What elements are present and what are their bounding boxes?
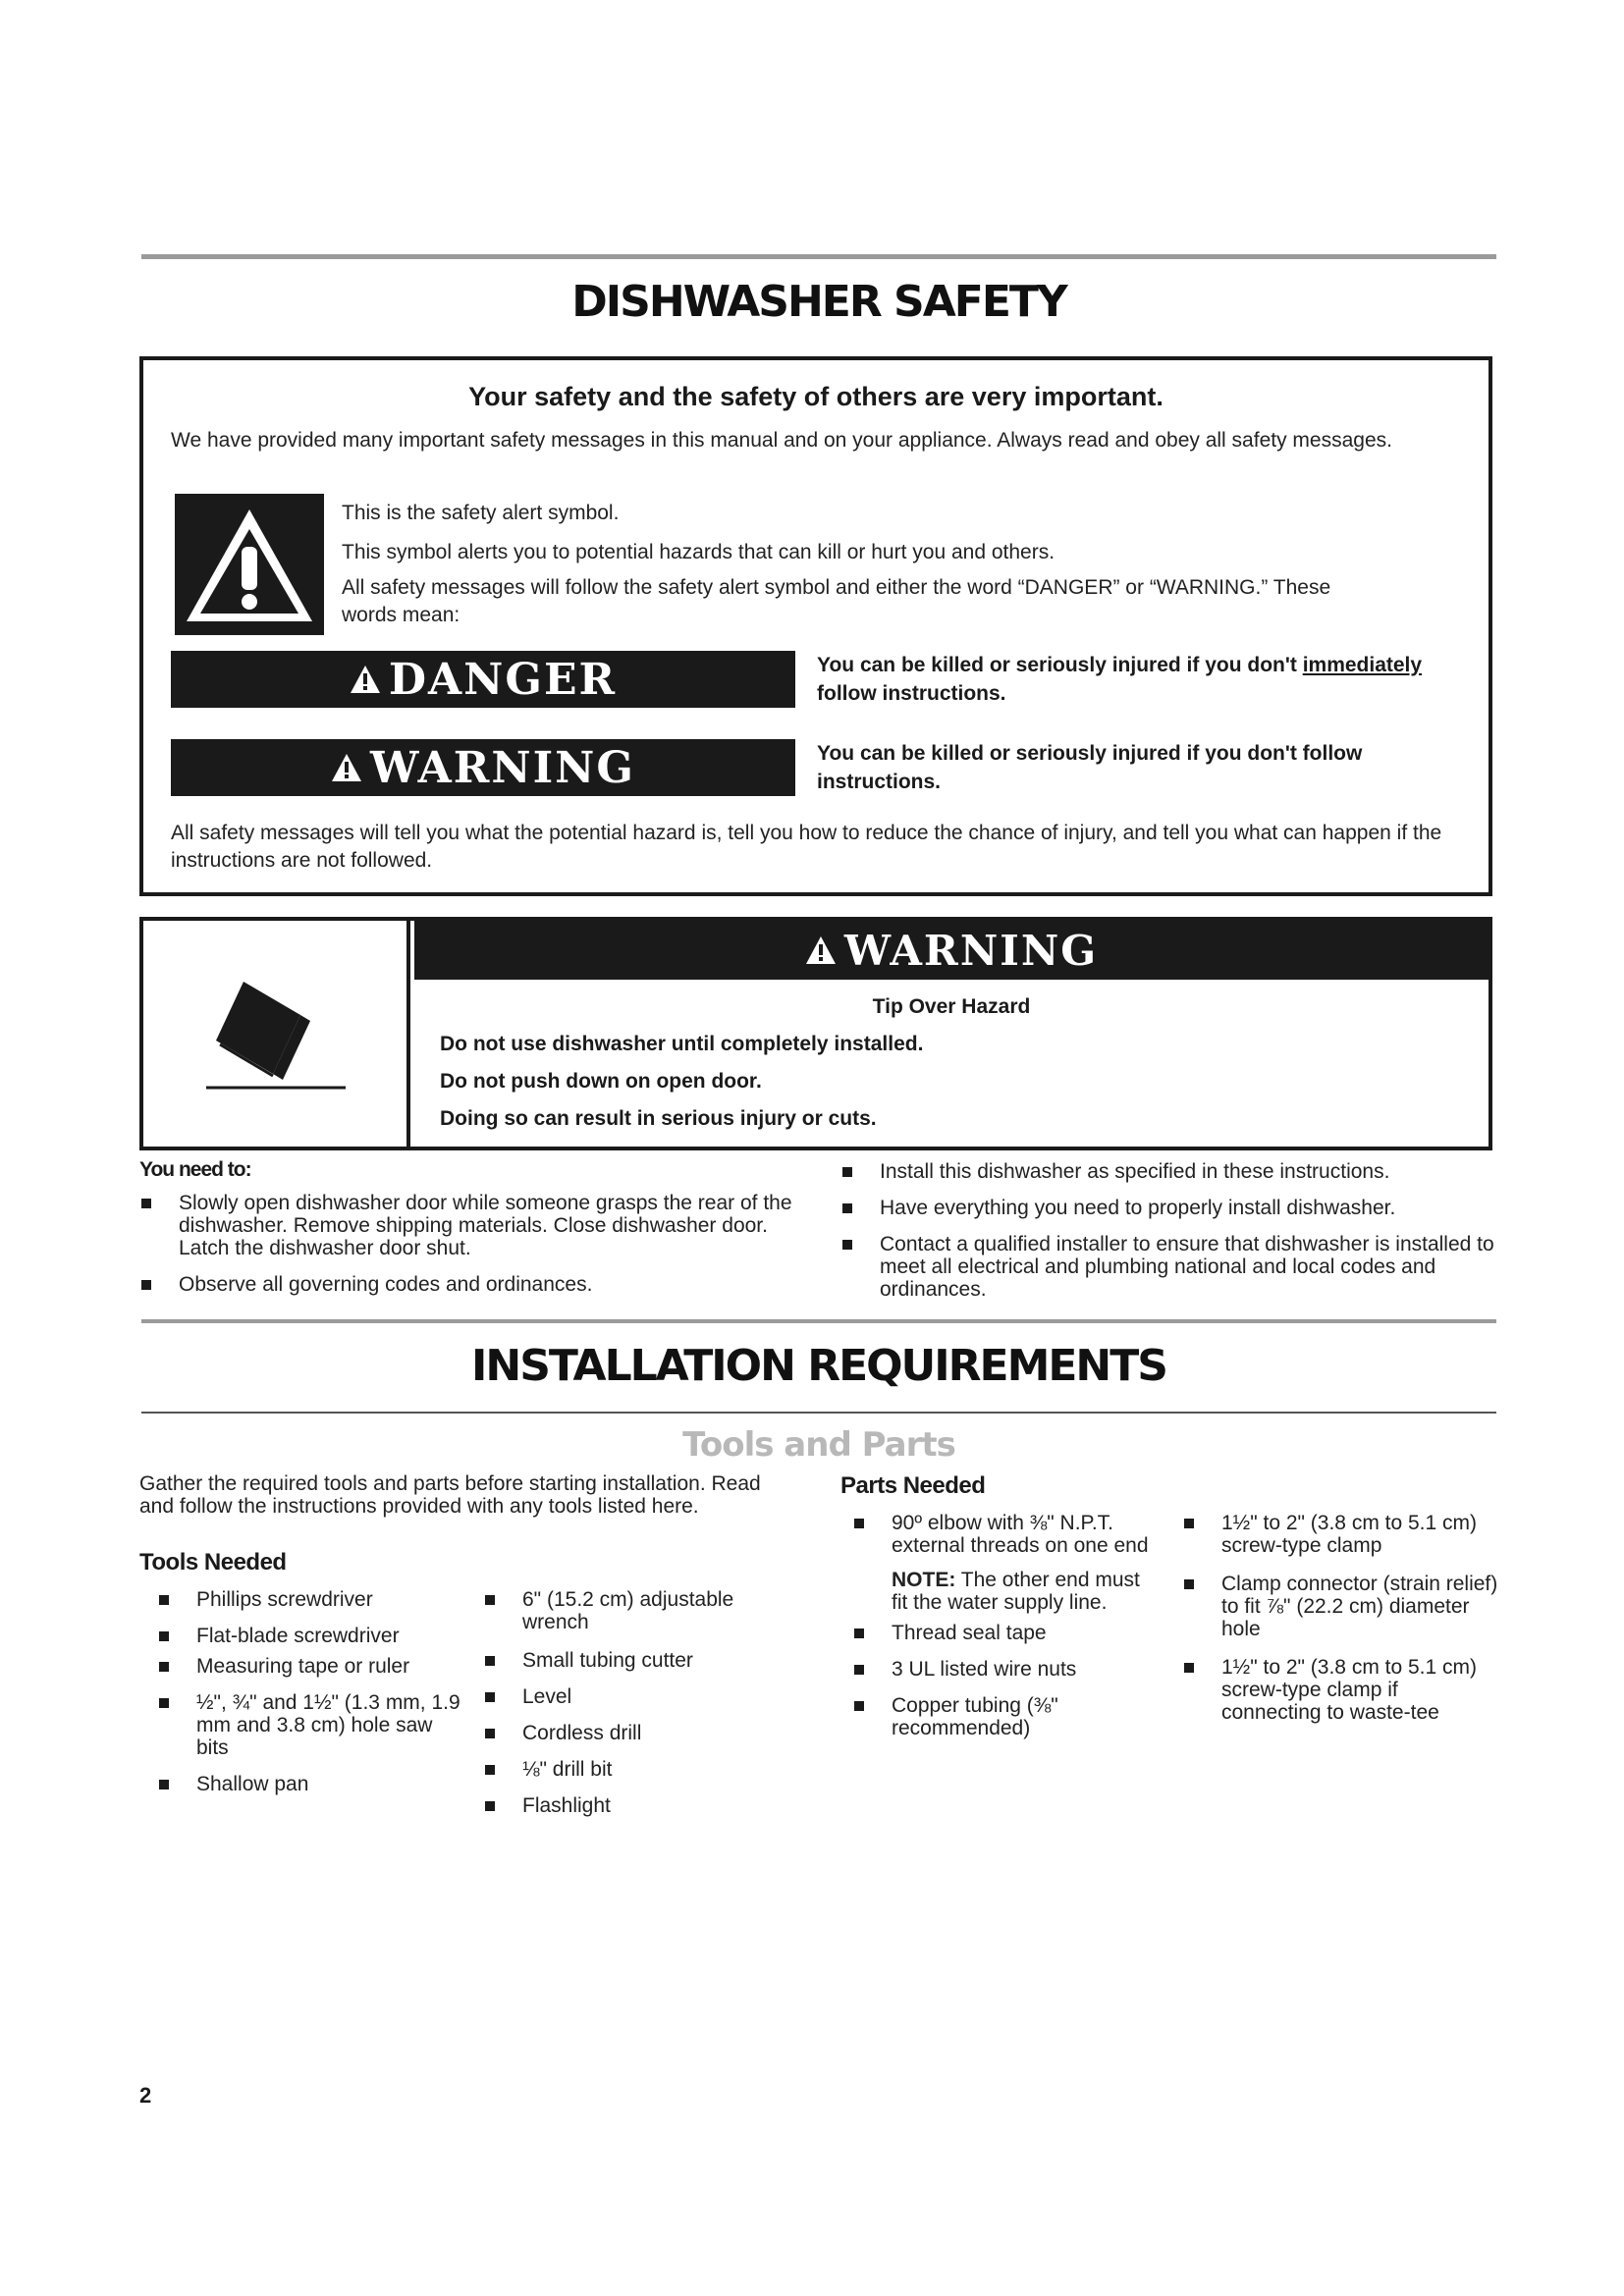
safety-info-box <box>139 356 1492 896</box>
tip-over-line-3: Doing so can result in serious injury or cuts. <box>440 1107 877 1130</box>
list-item: Copper tubing (⅜" recommended) <box>854 1694 1161 1739</box>
danger-message <box>817 651 1485 708</box>
tip-over-illustration-panel <box>143 921 410 1147</box>
alert-triangle-icon <box>350 665 381 694</box>
list-item: Thread seal tape <box>854 1622 1161 1644</box>
safety-alert-icon <box>175 494 324 635</box>
tip-over-icon <box>202 972 350 1099</box>
list-item: Flat-blade screwdriver <box>159 1625 465 1647</box>
list-item: Flashlight <box>485 1794 780 1817</box>
alert-triangle-icon <box>331 753 362 782</box>
list-item: ½", ¾" and 1½" (1.3 mm, 1.9 mm and 3.8 cm) hole saw bits <box>159 1691 465 1759</box>
safety-outro: All safety messages will tell you what the potential hazard is, tell you how to reduce the chance of injury, and tell you what can happen if the instructions are not followed. <box>171 822 1442 872</box>
section-rule <box>141 1319 1496 1323</box>
tip-over-banner-label: WARNING <box>843 926 1099 975</box>
list-item: 3 UL listed wire nuts <box>854 1658 1161 1681</box>
tip-over-line-2: Do not push down on open door. <box>440 1070 762 1093</box>
list-item: 6" (15.2 cm) adjustable wrench <box>485 1588 780 1633</box>
alert-line-1: This is the safety alert symbol. <box>342 502 620 524</box>
list-item: Install this dishwasher as specified in these instructions. <box>842 1160 1500 1183</box>
list-item: Level <box>485 1685 780 1708</box>
danger-msg-part: You can be killed or seriously injured if you don't <box>817 654 1303 676</box>
install-intro: Gather the required tools and parts before starting installation. Read and follow the instructions provided with any tools listed here. <box>139 1472 761 1518</box>
tip-over-hazard-title: Tip Over Hazard <box>872 995 1031 1018</box>
page-number: 2 <box>139 2083 152 2108</box>
warning-signal-word <box>171 739 795 796</box>
list-item-text: 90º elbow with ⅜" N.P.T. external threads on one end <box>892 1512 1149 1557</box>
list-item: Cordless drill <box>485 1722 780 1744</box>
page-title: DISHWASHER SAFETY <box>571 277 1066 327</box>
list-item: Contact a qualified installer to ensure that dishwasher is installed to meet all electrical and plumbing national and local codes and ordinances. <box>842 1233 1500 1301</box>
list-item: Clamp connector (strain relief) to fit ⅞" (22.2 cm) diameter hole <box>1184 1573 1498 1640</box>
alert-line-2: This symbol alerts you to potential hazards that can kill or hurt you and others. <box>342 541 1056 563</box>
you-need-left-list <box>141 1192 797 1296</box>
you-need-heading: You need to: <box>139 1158 251 1181</box>
list-item: 1½" to 2" (3.8 cm to 5.1 cm) screw-type clamp <box>1184 1512 1498 1557</box>
parts-list-col1 <box>854 1512 1161 1739</box>
list-item: Measuring tape or ruler <box>159 1655 465 1678</box>
tools-parts-heading: Tools and Parts <box>682 1425 955 1465</box>
tools-list-col1 <box>159 1588 465 1795</box>
alert-triangle-icon <box>805 935 837 965</box>
danger-msg-part: follow instructions. <box>817 682 1006 705</box>
parts-note <box>892 1569 1161 1614</box>
warning-message: You can be killed or seriously injured if you don't follow instructions. <box>817 742 1363 793</box>
list-item: Shallow pan <box>159 1773 465 1795</box>
alert-line-3: All safety messages will follow the safety alert symbol and either the word “DANGER” or “WARNING.” These words mean: <box>342 576 1331 626</box>
list-item: Have everything you need to properly install dishwasher. <box>842 1197 1500 1219</box>
tools-list-col2 <box>485 1588 780 1817</box>
tip-over-warning-banner <box>414 921 1489 980</box>
list-item: Observe all governing codes and ordinances. <box>141 1273 797 1296</box>
safety-box-title: Your safety and the safety of others are very important. <box>468 382 1164 411</box>
you-need-right-list <box>842 1160 1500 1301</box>
danger-msg-emphasis: immediately <box>1302 654 1423 676</box>
list-item: ⅛" drill bit <box>485 1758 780 1781</box>
top-rule <box>141 254 1496 259</box>
tools-needed-heading: Tools Needed <box>139 1549 287 1575</box>
danger-label: DANGER <box>388 654 618 705</box>
parts-needed-heading: Parts Needed <box>840 1472 986 1499</box>
note-label: NOTE: <box>892 1569 956 1591</box>
list-item: 1½" to 2" (3.8 cm to 5.1 cm) screw-type clamp if connecting to waste-tee <box>1184 1656 1498 1724</box>
parts-list-col2 <box>1184 1512 1498 1724</box>
safety-intro: We have provided many important safety messages in this manual and on your appliance. Always read and obey all safety messages. <box>171 429 1392 452</box>
install-title: INSTALLATION REQUIREMENTS <box>471 1341 1166 1391</box>
list-item <box>854 1512 1161 1614</box>
tip-over-warning-box <box>139 917 1492 1150</box>
list-item: Small tubing cutter <box>485 1649 780 1672</box>
warning-label: WARNING <box>370 742 635 793</box>
list-item: Slowly open dishwasher door while someone grasps the rear of the dishwasher. Remove shipping materials. Close dishwasher door. Latch the dishwasher door shut. <box>141 1192 797 1259</box>
danger-signal-word <box>171 651 795 708</box>
list-item: Phillips screwdriver <box>159 1588 465 1611</box>
note-text: The other end must fit the water supply line. <box>892 1569 1140 1614</box>
tip-over-line-1: Do not use dishwasher until completely installed. <box>440 1033 924 1055</box>
section-thin-rule <box>141 1412 1496 1414</box>
